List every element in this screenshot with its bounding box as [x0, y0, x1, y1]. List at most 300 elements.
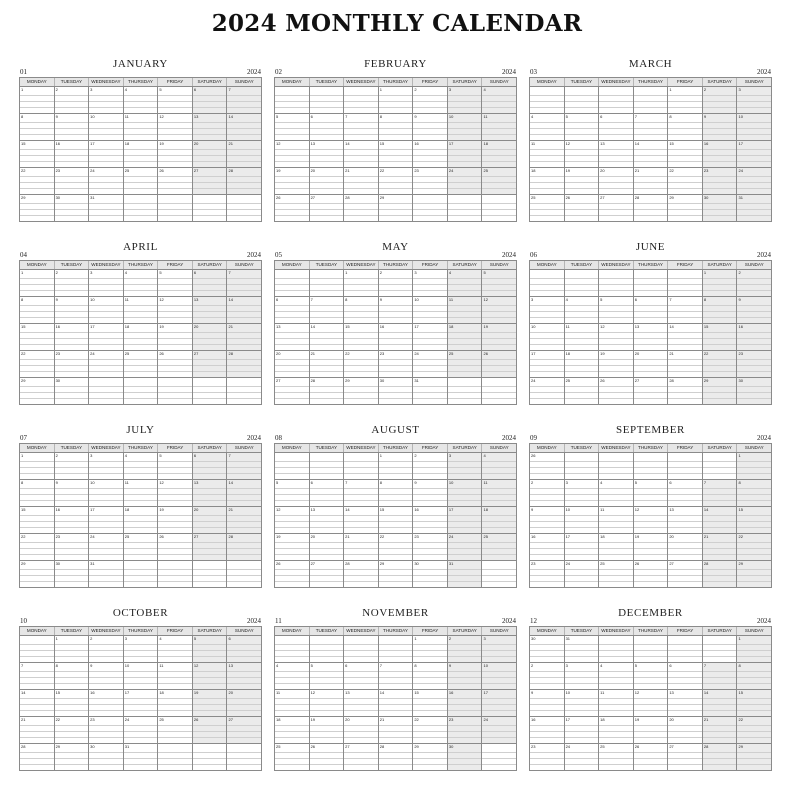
- day-cell[interactable]: [737, 480, 771, 506]
- day-cell[interactable]: [227, 87, 261, 113]
- day-cell[interactable]: [530, 195, 565, 221]
- day-cell[interactable]: [413, 561, 448, 587]
- day-cell[interactable]: [20, 87, 55, 113]
- day-cell[interactable]: [344, 636, 379, 662]
- day-cell[interactable]: [482, 507, 516, 533]
- day-cell[interactable]: [344, 480, 379, 506]
- day-cell[interactable]: [565, 507, 600, 533]
- day-cell[interactable]: [482, 744, 516, 770]
- day-cell[interactable]: [448, 453, 486, 479]
- day-cell[interactable]: [310, 480, 348, 506]
- day-cell[interactable]: [193, 114, 228, 140]
- day-cell[interactable]: [482, 87, 516, 113]
- day-cell[interactable]: [482, 378, 516, 404]
- day-cell[interactable]: [158, 690, 193, 716]
- day-cell[interactable]: [668, 453, 703, 479]
- day-cell[interactable]: [344, 270, 379, 296]
- day-cell[interactable]: [737, 636, 771, 662]
- day-cell[interactable]: [448, 351, 483, 377]
- day-cell[interactable]: [413, 324, 448, 350]
- day-cell[interactable]: [124, 168, 159, 194]
- day-cell[interactable]: [55, 480, 90, 506]
- day-cell[interactable]: [310, 690, 345, 716]
- day-cell[interactable]: [482, 717, 516, 743]
- day-cell[interactable]: [668, 717, 703, 743]
- day-cell[interactable]: [668, 480, 703, 506]
- day-cell[interactable]: [344, 717, 379, 743]
- day-cell[interactable]: [55, 87, 93, 113]
- day-cell[interactable]: [737, 690, 771, 716]
- day-cell[interactable]: [413, 534, 448, 560]
- day-cell[interactable]: [20, 297, 55, 323]
- day-cell[interactable]: [482, 480, 516, 506]
- day-cell[interactable]: [20, 480, 55, 506]
- day-cell[interactable]: [634, 324, 669, 350]
- day-cell[interactable]: [413, 636, 448, 662]
- day-cell[interactable]: [448, 480, 483, 506]
- day-cell[interactable]: [634, 114, 672, 140]
- day-cell[interactable]: [275, 141, 310, 167]
- day-cell[interactable]: [193, 297, 228, 323]
- day-cell[interactable]: [275, 744, 310, 770]
- day-cell[interactable]: [124, 453, 162, 479]
- day-cell[interactable]: [565, 480, 603, 506]
- day-cell[interactable]: [158, 351, 193, 377]
- day-cell[interactable]: [565, 453, 600, 479]
- day-cell[interactable]: [275, 351, 310, 377]
- day-cell[interactable]: [158, 480, 193, 506]
- day-cell[interactable]: [448, 378, 483, 404]
- day-cell[interactable]: [379, 378, 414, 404]
- day-cell[interactable]: [379, 168, 414, 194]
- day-cell[interactable]: [379, 324, 414, 350]
- day-cell[interactable]: [124, 351, 159, 377]
- day-cell[interactable]: [482, 636, 516, 662]
- day-cell[interactable]: [193, 168, 228, 194]
- day-cell[interactable]: [530, 351, 565, 377]
- day-cell[interactable]: [158, 561, 193, 587]
- day-cell[interactable]: [344, 534, 379, 560]
- day-cell[interactable]: [448, 141, 483, 167]
- day-cell[interactable]: [275, 195, 310, 221]
- day-cell[interactable]: [413, 744, 448, 770]
- day-cell[interactable]: [379, 453, 417, 479]
- day-cell[interactable]: [599, 744, 634, 770]
- day-cell[interactable]: [275, 480, 310, 506]
- day-cell[interactable]: [413, 141, 448, 167]
- day-cell[interactable]: [310, 195, 345, 221]
- day-cell[interactable]: [634, 561, 669, 587]
- day-cell[interactable]: [737, 141, 771, 167]
- day-cell[interactable]: [344, 744, 379, 770]
- day-cell[interactable]: [413, 114, 448, 140]
- day-cell[interactable]: [379, 141, 414, 167]
- day-cell[interactable]: [227, 114, 261, 140]
- day-cell[interactable]: [448, 195, 483, 221]
- day-cell[interactable]: [448, 324, 483, 350]
- day-cell[interactable]: [482, 270, 516, 296]
- day-cell[interactable]: [310, 453, 345, 479]
- day-cell[interactable]: [482, 168, 516, 194]
- day-cell[interactable]: [158, 717, 193, 743]
- day-cell[interactable]: [55, 195, 90, 221]
- day-cell[interactable]: [124, 690, 159, 716]
- day-cell[interactable]: [55, 744, 90, 770]
- day-cell[interactable]: [310, 351, 345, 377]
- day-cell[interactable]: [703, 453, 741, 479]
- day-cell[interactable]: [703, 195, 738, 221]
- day-cell[interactable]: [565, 744, 600, 770]
- day-cell[interactable]: [599, 561, 634, 587]
- day-cell[interactable]: [413, 195, 448, 221]
- day-cell[interactable]: [668, 744, 703, 770]
- day-cell[interactable]: [448, 114, 483, 140]
- day-cell[interactable]: [413, 297, 448, 323]
- day-cell[interactable]: [89, 717, 124, 743]
- day-cell[interactable]: [227, 534, 261, 560]
- day-cell[interactable]: [20, 195, 55, 221]
- day-cell[interactable]: [89, 351, 124, 377]
- day-cell[interactable]: [55, 636, 93, 662]
- day-cell[interactable]: [158, 453, 193, 479]
- day-cell[interactable]: [634, 378, 669, 404]
- day-cell[interactable]: [634, 168, 669, 194]
- day-cell[interactable]: [310, 270, 348, 296]
- day-cell[interactable]: [448, 663, 483, 689]
- day-cell[interactable]: [344, 453, 379, 479]
- day-cell[interactable]: [668, 561, 703, 587]
- day-cell[interactable]: [275, 378, 310, 404]
- day-cell[interactable]: [379, 114, 417, 140]
- day-cell[interactable]: [55, 690, 90, 716]
- day-cell[interactable]: [193, 744, 228, 770]
- day-cell[interactable]: [737, 717, 771, 743]
- day-cell[interactable]: [310, 168, 345, 194]
- day-cell[interactable]: [344, 141, 379, 167]
- day-cell[interactable]: [737, 324, 771, 350]
- day-cell[interactable]: [668, 297, 703, 323]
- day-cell[interactable]: [227, 141, 261, 167]
- day-cell[interactable]: [89, 297, 124, 323]
- day-cell[interactable]: [565, 168, 600, 194]
- day-cell[interactable]: [89, 690, 124, 716]
- day-cell[interactable]: [124, 663, 159, 689]
- day-cell[interactable]: [275, 717, 310, 743]
- day-cell[interactable]: [227, 351, 261, 377]
- day-cell[interactable]: [89, 480, 124, 506]
- day-cell[interactable]: [344, 324, 379, 350]
- day-cell[interactable]: [599, 324, 634, 350]
- day-cell[interactable]: [530, 270, 565, 296]
- day-cell[interactable]: [158, 534, 193, 560]
- day-cell[interactable]: [737, 663, 771, 689]
- day-cell[interactable]: [20, 534, 55, 560]
- day-cell[interactable]: [158, 114, 193, 140]
- day-cell[interactable]: [55, 297, 90, 323]
- day-cell[interactable]: [703, 87, 741, 113]
- day-cell[interactable]: [737, 507, 771, 533]
- day-cell[interactable]: [482, 453, 516, 479]
- day-cell[interactable]: [668, 351, 703, 377]
- day-cell[interactable]: [89, 561, 124, 587]
- day-cell[interactable]: [89, 168, 124, 194]
- day-cell[interactable]: [482, 114, 516, 140]
- day-cell[interactable]: [55, 507, 90, 533]
- day-cell[interactable]: [530, 507, 565, 533]
- day-cell[interactable]: [530, 87, 565, 113]
- day-cell[interactable]: [703, 168, 738, 194]
- day-cell[interactable]: [530, 690, 565, 716]
- day-cell[interactable]: [227, 324, 261, 350]
- day-cell[interactable]: [124, 270, 162, 296]
- day-cell[interactable]: [448, 534, 483, 560]
- day-cell[interactable]: [565, 297, 603, 323]
- day-cell[interactable]: [668, 534, 703, 560]
- day-cell[interactable]: [193, 480, 228, 506]
- day-cell[interactable]: [737, 114, 771, 140]
- day-cell[interactable]: [89, 270, 124, 296]
- day-cell[interactable]: [344, 87, 379, 113]
- day-cell[interactable]: [55, 453, 93, 479]
- day-cell[interactable]: [413, 87, 448, 113]
- day-cell[interactable]: [124, 141, 159, 167]
- day-cell[interactable]: [275, 270, 310, 296]
- day-cell[interactable]: [20, 507, 55, 533]
- day-cell[interactable]: [124, 324, 159, 350]
- day-cell[interactable]: [227, 561, 261, 587]
- day-cell[interactable]: [530, 636, 565, 662]
- day-cell[interactable]: [737, 297, 771, 323]
- day-cell[interactable]: [158, 168, 193, 194]
- day-cell[interactable]: [737, 351, 771, 377]
- day-cell[interactable]: [89, 534, 124, 560]
- day-cell[interactable]: [668, 195, 703, 221]
- day-cell[interactable]: [599, 507, 634, 533]
- day-cell[interactable]: [737, 168, 771, 194]
- day-cell[interactable]: [530, 744, 565, 770]
- day-cell[interactable]: [89, 663, 124, 689]
- day-cell[interactable]: [668, 690, 703, 716]
- day-cell[interactable]: [310, 636, 345, 662]
- day-cell[interactable]: [158, 663, 193, 689]
- day-cell[interactable]: [344, 561, 379, 587]
- day-cell[interactable]: [344, 351, 379, 377]
- day-cell[interactable]: [413, 378, 448, 404]
- day-cell[interactable]: [124, 480, 159, 506]
- day-cell[interactable]: [634, 636, 669, 662]
- day-cell[interactable]: [703, 507, 738, 533]
- day-cell[interactable]: [565, 636, 600, 662]
- day-cell[interactable]: [703, 744, 738, 770]
- day-cell[interactable]: [310, 663, 348, 689]
- day-cell[interactable]: [227, 744, 261, 770]
- day-cell[interactable]: [634, 351, 669, 377]
- day-cell[interactable]: [227, 195, 261, 221]
- day-cell[interactable]: [20, 717, 55, 743]
- day-cell[interactable]: [193, 324, 228, 350]
- day-cell[interactable]: [227, 378, 261, 404]
- day-cell[interactable]: [482, 561, 516, 587]
- day-cell[interactable]: [193, 378, 228, 404]
- day-cell[interactable]: [20, 324, 55, 350]
- day-cell[interactable]: [448, 744, 483, 770]
- day-cell[interactable]: [703, 141, 738, 167]
- day-cell[interactable]: [310, 507, 345, 533]
- day-cell[interactable]: [89, 453, 124, 479]
- day-cell[interactable]: [124, 378, 159, 404]
- day-cell[interactable]: [20, 114, 55, 140]
- day-cell[interactable]: [482, 690, 516, 716]
- day-cell[interactable]: [703, 270, 741, 296]
- day-cell[interactable]: [227, 717, 261, 743]
- day-cell[interactable]: [275, 561, 310, 587]
- day-cell[interactable]: [20, 453, 55, 479]
- day-cell[interactable]: [275, 87, 310, 113]
- day-cell[interactable]: [599, 636, 634, 662]
- day-cell[interactable]: [20, 168, 55, 194]
- day-cell[interactable]: [379, 480, 417, 506]
- day-cell[interactable]: [448, 270, 486, 296]
- day-cell[interactable]: [634, 297, 672, 323]
- day-cell[interactable]: [599, 534, 634, 560]
- day-cell[interactable]: [379, 507, 414, 533]
- day-cell[interactable]: [565, 195, 600, 221]
- day-cell[interactable]: [193, 690, 228, 716]
- day-cell[interactable]: [310, 744, 345, 770]
- day-cell[interactable]: [448, 507, 483, 533]
- day-cell[interactable]: [227, 663, 261, 689]
- day-cell[interactable]: [668, 168, 703, 194]
- day-cell[interactable]: [227, 507, 261, 533]
- day-cell[interactable]: [124, 561, 159, 587]
- day-cell[interactable]: [310, 717, 345, 743]
- day-cell[interactable]: [310, 561, 345, 587]
- day-cell[interactable]: [448, 87, 486, 113]
- day-cell[interactable]: [227, 480, 261, 506]
- day-cell[interactable]: [530, 378, 565, 404]
- day-cell[interactable]: [193, 141, 228, 167]
- day-cell[interactable]: [668, 270, 703, 296]
- day-cell[interactable]: [413, 270, 448, 296]
- day-cell[interactable]: [448, 717, 483, 743]
- day-cell[interactable]: [737, 534, 771, 560]
- day-cell[interactable]: [448, 690, 483, 716]
- day-cell[interactable]: [703, 534, 738, 560]
- day-cell[interactable]: [55, 168, 90, 194]
- day-cell[interactable]: [89, 507, 124, 533]
- day-cell[interactable]: [482, 534, 516, 560]
- day-cell[interactable]: [530, 114, 565, 140]
- day-cell[interactable]: [89, 114, 124, 140]
- day-cell[interactable]: [634, 663, 672, 689]
- day-cell[interactable]: [275, 636, 310, 662]
- day-cell[interactable]: [668, 636, 703, 662]
- day-cell[interactable]: [668, 507, 703, 533]
- day-cell[interactable]: [599, 453, 634, 479]
- day-cell[interactable]: [599, 717, 634, 743]
- day-cell[interactable]: [530, 480, 565, 506]
- day-cell[interactable]: [344, 378, 379, 404]
- day-cell[interactable]: [634, 534, 669, 560]
- day-cell[interactable]: [379, 534, 414, 560]
- day-cell[interactable]: [55, 324, 90, 350]
- day-cell[interactable]: [89, 87, 124, 113]
- day-cell[interactable]: [20, 378, 55, 404]
- day-cell[interactable]: [379, 351, 414, 377]
- day-cell[interactable]: [227, 453, 261, 479]
- day-cell[interactable]: [703, 663, 741, 689]
- day-cell[interactable]: [124, 195, 159, 221]
- day-cell[interactable]: [193, 351, 228, 377]
- day-cell[interactable]: [599, 663, 634, 689]
- day-cell[interactable]: [599, 351, 634, 377]
- day-cell[interactable]: [599, 270, 634, 296]
- day-cell[interactable]: [193, 507, 228, 533]
- day-cell[interactable]: [310, 534, 345, 560]
- day-cell[interactable]: [413, 690, 448, 716]
- day-cell[interactable]: [379, 636, 417, 662]
- day-cell[interactable]: [634, 87, 672, 113]
- day-cell[interactable]: [565, 561, 600, 587]
- day-cell[interactable]: [599, 480, 634, 506]
- day-cell[interactable]: [158, 297, 193, 323]
- day-cell[interactable]: [89, 744, 124, 770]
- day-cell[interactable]: [448, 561, 483, 587]
- day-cell[interactable]: [530, 168, 565, 194]
- day-cell[interactable]: [634, 690, 669, 716]
- day-cell[interactable]: [703, 297, 741, 323]
- day-cell[interactable]: [482, 663, 516, 689]
- day-cell[interactable]: [275, 297, 310, 323]
- day-cell[interactable]: [634, 717, 669, 743]
- day-cell[interactable]: [158, 324, 193, 350]
- day-cell[interactable]: [89, 195, 124, 221]
- day-cell[interactable]: [275, 324, 310, 350]
- day-cell[interactable]: [530, 663, 565, 689]
- day-cell[interactable]: [55, 141, 90, 167]
- day-cell[interactable]: [703, 690, 738, 716]
- day-cell[interactable]: [703, 561, 738, 587]
- day-cell[interactable]: [703, 324, 738, 350]
- day-cell[interactable]: [379, 744, 414, 770]
- day-cell[interactable]: [55, 351, 90, 377]
- day-cell[interactable]: [565, 534, 600, 560]
- day-cell[interactable]: [482, 324, 516, 350]
- day-cell[interactable]: [193, 636, 231, 662]
- day-cell[interactable]: [193, 534, 228, 560]
- day-cell[interactable]: [737, 270, 771, 296]
- day-cell[interactable]: [344, 168, 379, 194]
- day-cell[interactable]: [737, 561, 771, 587]
- day-cell[interactable]: [55, 663, 93, 689]
- day-cell[interactable]: [634, 195, 669, 221]
- day-cell[interactable]: [193, 453, 231, 479]
- day-cell[interactable]: [344, 690, 379, 716]
- day-cell[interactable]: [227, 168, 261, 194]
- day-cell[interactable]: [737, 87, 771, 113]
- day-cell[interactable]: [599, 114, 634, 140]
- day-cell[interactable]: [737, 378, 771, 404]
- day-cell[interactable]: [227, 297, 261, 323]
- day-cell[interactable]: [55, 534, 90, 560]
- day-cell[interactable]: [158, 378, 193, 404]
- day-cell[interactable]: [565, 690, 600, 716]
- day-cell[interactable]: [413, 453, 448, 479]
- day-cell[interactable]: [344, 114, 379, 140]
- day-cell[interactable]: [275, 114, 310, 140]
- day-cell[interactable]: [668, 87, 703, 113]
- day-cell[interactable]: [599, 141, 634, 167]
